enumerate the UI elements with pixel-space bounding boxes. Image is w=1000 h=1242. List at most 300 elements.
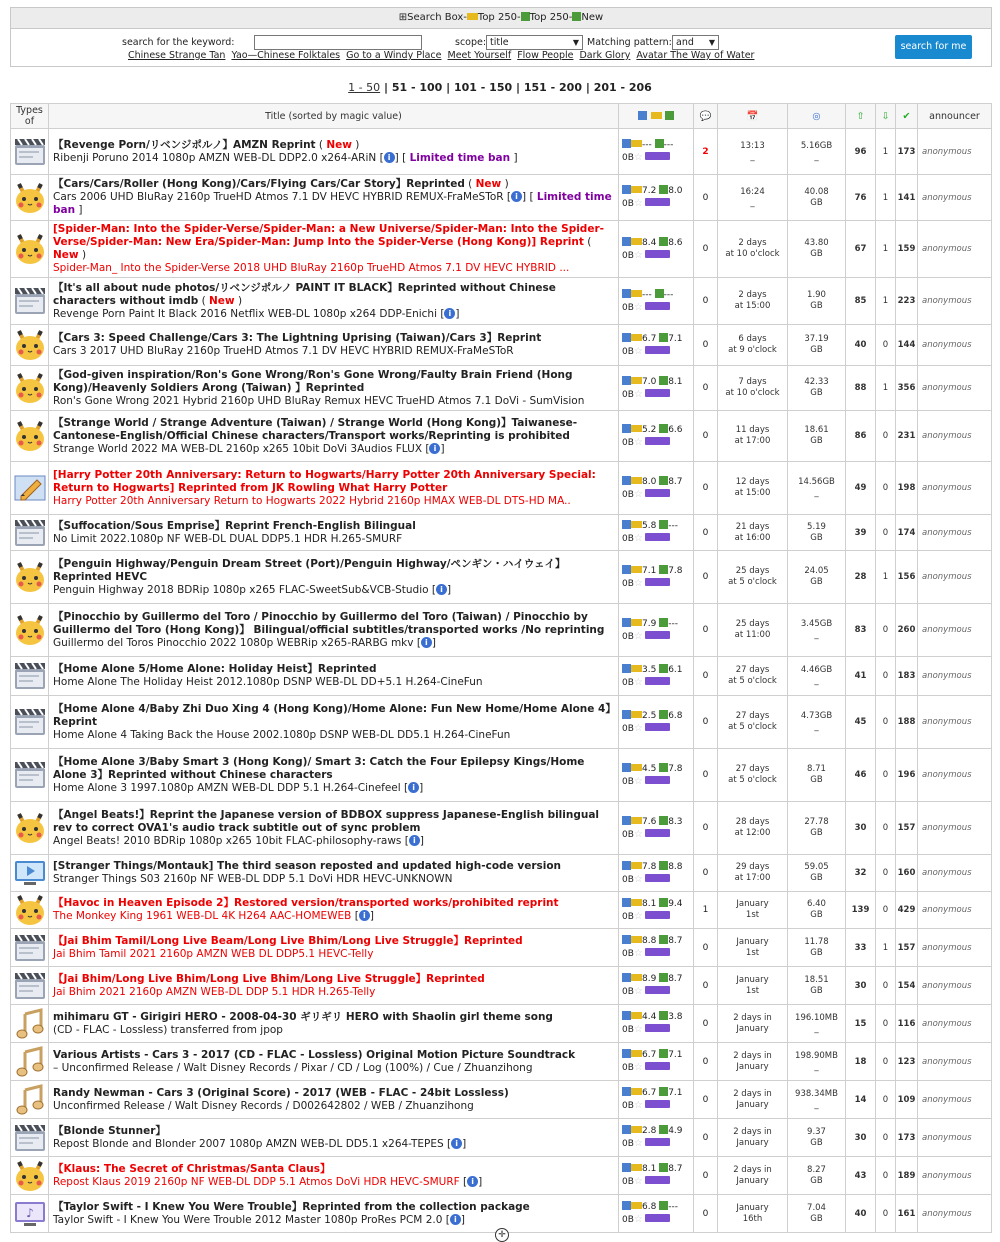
category-cell[interactable] [11, 967, 49, 1005]
completed-count[interactable]: 157 [896, 929, 918, 967]
leechers-count[interactable]: 1 [876, 221, 896, 278]
completed-count[interactable]: 189 [896, 1157, 918, 1195]
imdb-icon [631, 521, 642, 528]
completed-count[interactable]: 160 [896, 855, 918, 892]
comments-count[interactable]: 0 [694, 1157, 718, 1195]
pika-category-icon[interactable] [11, 561, 48, 593]
leechers-count[interactable]: 0 [876, 657, 896, 696]
seeders-count[interactable]: 40 [846, 325, 876, 366]
tv-category-icon[interactable] [11, 857, 48, 889]
seeders-count[interactable]: 32 [846, 855, 876, 892]
completed-count[interactable]: 156 [896, 551, 918, 604]
bookmark-star-icon[interactable]: ☆ [633, 1062, 643, 1073]
comments-count[interactable]: 0 [694, 657, 718, 696]
leechers-count[interactable]: 0 [876, 325, 896, 366]
seeders-count[interactable]: 45 [846, 696, 876, 749]
seeders-count[interactable]: 139 [846, 892, 876, 929]
category-cell[interactable] [11, 1043, 49, 1081]
torrent-title-link[interactable]: 【Pinocchio by Guillermo del Toro / Pinocchio by Guillermo del Toro (Taiwan) / Pinocchio by Guillermo del Toro (Hong Kong)】 Bilingual/official subtitles/transported works /No reprinting [53, 610, 605, 636]
pika-category-icon[interactable] [11, 1160, 48, 1192]
rating-line [622, 333, 691, 345]
pika-category-icon[interactable] [11, 182, 48, 214]
comments-count[interactable]: 0 [694, 1043, 718, 1081]
category-cell[interactable] [11, 221, 49, 278]
bookmark-star-icon[interactable]: ☆ [633, 948, 643, 959]
download-icon[interactable] [622, 1163, 631, 1172]
table-row [11, 802, 992, 855]
bookmark-star-icon[interactable]: ☆ [633, 722, 643, 734]
torrent-title-link[interactable]: 【Klaus: The Secret of Christmas/Santa Claus】 [53, 1162, 331, 1175]
leechers-count[interactable]: 0 [876, 802, 896, 855]
comments-count[interactable]: 0 [694, 929, 718, 967]
clapper-category-icon[interactable] [11, 136, 48, 168]
comments-count[interactable]: 0 [694, 749, 718, 802]
pika-category-icon[interactable] [11, 329, 48, 361]
torrent-title-link[interactable]: 【Jai Bhim/Long Live Bhim/Long Live Bhim/Long Live Struggle】Reprinted [53, 972, 485, 985]
category-cell[interactable] [11, 892, 49, 929]
info-icon[interactable]: i [436, 584, 447, 595]
bookmark-star-icon[interactable]: ☆ [633, 345, 643, 357]
leechers-count[interactable]: 0 [876, 462, 896, 515]
torrent-title-link[interactable]: Randy Newman - Cars 3 (Original Score) - 2017 (WEB - FLAC - 24bit Lossless) [53, 1086, 509, 1099]
douban-rating: --- [668, 521, 678, 531]
comments-count[interactable]: 0 [694, 802, 718, 855]
time-text: 2 days [738, 290, 767, 300]
category-cell[interactable] [11, 129, 49, 175]
torrent-title-link[interactable]: 【Suffocation/Sous Emprise】Reprint French-English Bilingual [53, 519, 416, 532]
completed-count[interactable]: 154 [896, 967, 918, 1005]
pika-category-icon[interactable] [11, 420, 48, 452]
seeders-count[interactable]: 39 [846, 515, 876, 551]
pika-category-icon[interactable] [11, 812, 48, 844]
comments-count[interactable]: 0 [694, 515, 718, 551]
download-icon[interactable] [622, 565, 631, 574]
col-size[interactable] [788, 104, 846, 129]
leechers-count[interactable]: 0 [876, 749, 896, 802]
completed-count[interactable]: 159 [896, 221, 918, 278]
info-icon[interactable]: i [421, 637, 432, 648]
torrent-title-link[interactable]: 【Penguin Highway/Penguin Dream Street (Port)/Penguin Highway/ペンギン・ハイウェイ】Reprinted HEVC [53, 557, 566, 583]
torrent-title-link[interactable]: 【Cars/Cars/Roller (Hong Kong)/Cars/Flying Cars/Car Story】Reprinted [53, 178, 465, 190]
download-icon[interactable] [622, 973, 631, 982]
col-title[interactable]: Title (sorted by magic value) [49, 104, 619, 129]
category-cell[interactable] [11, 1195, 49, 1233]
title-cell [49, 175, 619, 221]
page-current[interactable]: 1 - 50 [348, 81, 381, 94]
clapper-category-icon[interactable] [11, 706, 48, 738]
comments-count[interactable]: 0 [694, 366, 718, 411]
torrent-title-link[interactable]: 【It's all about nude photos/リベンジポルノ PAINT IT BLACK】Reprinted without Chinese characters without imdb [53, 281, 556, 307]
time-text: 6 days [738, 334, 767, 344]
leechers-count[interactable]: 1 [876, 129, 896, 175]
category-cell[interactable] [11, 278, 49, 325]
info-icon[interactable]: i [384, 152, 395, 163]
bookmark-star-icon[interactable]: ☆ [633, 577, 643, 589]
clapper-category-icon[interactable] [11, 970, 48, 1002]
torrent-title-link[interactable]: 【Home Alone 4/Baby Zhi Duo Xing 4 (Hong Kong)/Home Alone: Fun New Home/Home Alone 4】Reprint [53, 702, 611, 728]
imdb-rating: 8.1 [642, 1164, 657, 1174]
size-text: 1.90 [807, 290, 826, 300]
comments-count[interactable]: 0 [694, 967, 718, 1005]
torrent-title-link[interactable]: 【Havoc in Heaven Episode 2】Restored version/transported works/prohibited reprint [53, 897, 559, 909]
title-line [53, 469, 614, 495]
seeders-count[interactable]: 28 [846, 551, 876, 604]
keyword-link[interactable]: Dark Glory [579, 50, 631, 61]
info-icon[interactable]: i [359, 910, 370, 921]
bookmark-star-icon[interactable]: ☆ [633, 828, 643, 840]
category-cell[interactable] [11, 175, 49, 221]
download-icon[interactable] [622, 935, 631, 944]
category-cell[interactable] [11, 696, 49, 749]
seeders-count[interactable]: 14 [846, 1081, 876, 1119]
info-icon[interactable]: i [444, 308, 455, 319]
comments-count[interactable]: 0 [694, 411, 718, 462]
category-cell[interactable] [11, 802, 49, 855]
seeders-count[interactable]: 30 [846, 967, 876, 1005]
torrent-title-link[interactable]: 【Cars 3: Speed Challenge/Cars 3: The Lightning Uprising (Taiwan)/Cars 3】Reprint [53, 332, 542, 344]
leechers-count[interactable]: 0 [876, 696, 896, 749]
category-cell[interactable] [11, 749, 49, 802]
completed-count[interactable]: 223 [896, 278, 918, 325]
download-icon[interactable] [622, 1201, 631, 1210]
comments-count[interactable]: 2 [694, 129, 718, 175]
seeders-count[interactable]: 85 [846, 278, 876, 325]
size-text: GB [810, 1213, 823, 1224]
download-icon[interactable] [622, 185, 631, 194]
completed-count[interactable]: 123 [896, 1043, 918, 1081]
tools-cell [619, 175, 694, 221]
torrent-title-link[interactable]: [Spider-Man: Into the Spider-Verse/Spider-Man: a New Universe/Spider-Man: Into the Spider-Verse/Spider-Man: New Era/Spider-Man: Jump Into the Spider-Verse (Hong Kong)] Reprint [53, 223, 604, 248]
col-announcer[interactable]: announcer [918, 104, 992, 129]
music-category-icon[interactable] [11, 1008, 48, 1040]
tools-cell [619, 1081, 694, 1119]
comments-count[interactable]: 0 [694, 1119, 718, 1157]
completed-count[interactable]: 196 [896, 749, 918, 802]
keyword-input[interactable] [254, 35, 422, 50]
completed-count[interactable]: 144 [896, 325, 918, 366]
seeders-count[interactable]: 88 [846, 366, 876, 411]
leechers-count[interactable]: 0 [876, 892, 896, 929]
time-cell [718, 967, 788, 1005]
info-icon[interactable]: i [408, 782, 419, 793]
leechers-count[interactable]: 0 [876, 1043, 896, 1081]
category-cell[interactable] [11, 1157, 49, 1195]
bookmark-star-icon[interactable]: ☆ [633, 488, 643, 500]
download-icon[interactable] [622, 816, 631, 825]
bookmark-star-icon[interactable]: ☆ [633, 1176, 643, 1187]
seeders-count[interactable]: 83 [846, 604, 876, 657]
category-cell[interactable] [11, 515, 49, 551]
time-text: 16th [742, 1213, 763, 1224]
leechers-count[interactable]: 1 [876, 929, 896, 967]
seeders-count[interactable]: 43 [846, 1157, 876, 1195]
download-icon[interactable] [622, 618, 631, 627]
comments-count[interactable]: 0 [694, 175, 718, 221]
seeders-count[interactable]: 96 [846, 129, 876, 175]
leechers-count[interactable]: 1 [876, 366, 896, 411]
pika-category-icon[interactable] [11, 614, 48, 646]
torrent-title-link[interactable]: 【Jai Bhim Tamil/Long Live Beam/Long Live Bhim/Long Live Struggle】Reprinted [53, 934, 523, 947]
download-icon[interactable] [622, 376, 631, 385]
bookmark-star-icon[interactable]: ☆ [633, 436, 643, 448]
comments-count[interactable]: 0 [694, 1005, 718, 1043]
bookmark-star-icon[interactable]: ☆ [633, 152, 643, 163]
keyword-link[interactable]: Flow People [517, 50, 574, 61]
torrent-title-link[interactable]: [Stranger Things/Montauk] The third season reposted and updated high-code version [53, 860, 562, 872]
keyword-link[interactable]: Go to a Windy Place [346, 50, 442, 61]
bookmark-star-icon[interactable]: ☆ [633, 1024, 643, 1035]
completed-count[interactable]: 174 [896, 515, 918, 551]
bookmark-star-icon[interactable]: ☆ [633, 630, 643, 642]
keyword-link[interactable]: Yao—Chinese Folktales [231, 50, 341, 61]
leechers-count[interactable]: 0 [876, 411, 896, 462]
seeders-count[interactable]: 46 [846, 749, 876, 802]
info-icon[interactable]: i [450, 1214, 461, 1225]
leechers-count[interactable]: 0 [876, 515, 896, 551]
page-link[interactable]: 101 - 150 [454, 81, 513, 94]
promo-badge [645, 152, 670, 160]
title-cell [49, 892, 619, 929]
clapper-category-icon[interactable] [11, 660, 48, 692]
download-icon[interactable] [622, 898, 631, 907]
comments-count[interactable]: 0 [694, 855, 718, 892]
torrent-title-link[interactable]: 【Blonde Stunner】 [53, 1124, 166, 1137]
seeders-count[interactable]: 15 [846, 1005, 876, 1043]
match-select[interactable]: and ▼ [672, 35, 719, 50]
download-icon[interactable] [622, 1049, 631, 1058]
douban-top250-link[interactable]: Top 250 [521, 8, 569, 28]
torrent-title-link[interactable]: 【Taylor Swift - I Knew You Were Trouble】Reprinted from the collection package [53, 1200, 530, 1213]
comments-count[interactable]: 0 [694, 551, 718, 604]
imdb-top250-link[interactable]: Top 250 [467, 8, 517, 28]
category-cell[interactable] [11, 1005, 49, 1043]
info-icon[interactable]: i [429, 443, 440, 454]
comments-count[interactable]: 0 [694, 1081, 718, 1119]
leechers-count[interactable]: 0 [876, 1157, 896, 1195]
col-leechers[interactable] [876, 104, 896, 129]
col-comments[interactable] [694, 104, 718, 129]
seeders-count[interactable]: 18 [846, 1043, 876, 1081]
completed-count[interactable]: 157 [896, 802, 918, 855]
keyword-link[interactable]: Avatar The Way of Water [636, 50, 755, 61]
bookmark-star-icon[interactable]: ☆ [633, 1138, 643, 1149]
download-icon[interactable] [622, 333, 631, 342]
keyword-link[interactable]: Meet Yourself [447, 50, 512, 61]
pika-category-icon[interactable] [11, 372, 48, 404]
bookmark-star-icon[interactable]: ☆ [633, 910, 643, 922]
download-icon[interactable] [622, 710, 631, 719]
col-completed[interactable] [896, 104, 918, 129]
bookmark-star-icon[interactable]: ☆ [633, 533, 643, 544]
time-text: 1st [745, 985, 760, 996]
page-link[interactable]: 51 - 100 [391, 81, 443, 94]
bookmark-star-icon[interactable]: ☆ [633, 1100, 643, 1111]
download-icon[interactable] [622, 520, 631, 529]
size-text: GB [810, 828, 823, 838]
comments-count[interactable]: 0 [694, 221, 718, 278]
completed-count[interactable]: 109 [896, 1081, 918, 1119]
comments-count[interactable]: 0 [694, 604, 718, 657]
clapper-category-icon[interactable] [11, 285, 48, 317]
comments-count[interactable]: 0 [694, 696, 718, 749]
download-icon[interactable] [622, 1087, 631, 1096]
category-cell[interactable] [11, 551, 49, 604]
col-tools[interactable] [619, 104, 694, 129]
category-cell[interactable] [11, 1119, 49, 1157]
download-icon[interactable] [622, 861, 631, 870]
seeders-count[interactable]: 33 [846, 929, 876, 967]
bookmark-star-icon[interactable]: ☆ [633, 249, 643, 261]
tvmusic-category-icon[interactable] [11, 1198, 48, 1230]
size-cell [788, 1043, 846, 1081]
info-icon[interactable]: i [511, 191, 522, 202]
torrent-title-link[interactable]: Various Artists - Cars 3 - 2017 (CD - FLAC - Lossless) Original Motion Picture Soundtrack [53, 1048, 576, 1061]
comments-count[interactable]: 1 [694, 892, 718, 929]
seeders-count[interactable]: 67 [846, 221, 876, 278]
rating-line [622, 861, 691, 873]
imdb-rating: 8.0 [642, 476, 657, 487]
completed-count[interactable]: 356 [896, 366, 918, 411]
comments-count[interactable]: 0 [694, 1195, 718, 1233]
bookmark-star-icon[interactable]: ☆ [633, 676, 643, 688]
torrent-subtitle: Jai Bhim Tamil 2021 2160p AMZN WEB DL DDP5.1 HEVC-Telly [53, 947, 374, 960]
completed-count[interactable]: 116 [896, 1005, 918, 1043]
info-icon[interactable]: i [451, 1138, 462, 1149]
completed-count[interactable]: 141 [896, 175, 918, 221]
bookmark-star-icon[interactable]: ☆ [633, 986, 643, 997]
completed-count[interactable]: 260 [896, 604, 918, 657]
music-category-icon[interactable] [11, 1084, 48, 1116]
download-icon[interactable] [622, 289, 631, 298]
scope-select[interactable]: title ▼ [486, 35, 583, 50]
bookmark-star-icon[interactable]: ☆ [633, 1214, 643, 1225]
col-types[interactable]: Types of [11, 104, 49, 129]
comments-count[interactable]: 0 [694, 325, 718, 366]
download-icon[interactable] [622, 424, 631, 433]
comments-count[interactable]: 0 [694, 278, 718, 325]
seeders-count[interactable]: 76 [846, 175, 876, 221]
download-icon[interactable] [622, 1011, 631, 1020]
leechers-count[interactable]: 1 [876, 175, 896, 221]
category-cell[interactable] [11, 366, 49, 411]
title-line: 【Cars/Cars/Roller (Hong Kong)/Cars/Flying Cars/Car Story】Reprinted ( New ) [53, 178, 509, 190]
col-time[interactable] [718, 104, 788, 129]
completed-count[interactable]: 161 [896, 1195, 918, 1233]
category-cell[interactable] [11, 325, 49, 366]
keyword-link[interactable]: Chinese Strange Tan [128, 50, 226, 61]
search-button[interactable]: search for me [895, 35, 972, 59]
download-icon[interactable] [622, 664, 631, 673]
completed-count[interactable]: 173 [896, 1119, 918, 1157]
torrent-title-link[interactable]: [Harry Potter 20th Anniversary: Return to Hogwarts/Harry Potter 20th Anniversary Special: Return to Hogwarts] Reprinted from JK Rowling What Harry Potter [53, 468, 596, 494]
seeders-count[interactable]: 30 [846, 1119, 876, 1157]
leechers-count[interactable]: 0 [876, 855, 896, 892]
pika-category-icon[interactable] [11, 233, 48, 265]
leechers-count[interactable]: 0 [876, 1119, 896, 1157]
pika-category-icon[interactable] [11, 894, 48, 926]
bookmark-star-icon[interactable]: ☆ [633, 388, 643, 400]
leechers-count[interactable]: 0 [876, 1081, 896, 1119]
new-link[interactable]: New [572, 8, 603, 28]
bookmark-star-icon[interactable]: ☆ [633, 775, 643, 787]
leechers-count[interactable]: 0 [876, 967, 896, 1005]
comments-count[interactable]: 0 [694, 462, 718, 515]
bookmark-star-icon[interactable]: ☆ [633, 198, 643, 209]
leechers-count[interactable]: 0 [876, 1195, 896, 1233]
completed-count[interactable]: 198 [896, 462, 918, 515]
col-seeders[interactable] [846, 104, 876, 129]
category-cell[interactable] [11, 855, 49, 892]
completed-count[interactable]: 429 [896, 892, 918, 929]
download-icon[interactable] [622, 763, 631, 772]
info-icon[interactable]: i [467, 1176, 478, 1187]
title-cell [49, 1195, 619, 1233]
completed-count[interactable]: 173 [896, 129, 918, 175]
completed-count[interactable]: 231 [896, 411, 918, 462]
category-cell[interactable] [11, 462, 49, 515]
seeders-count[interactable]: 49 [846, 462, 876, 515]
completed-count[interactable]: 183 [896, 657, 918, 696]
leechers-count[interactable]: 1 [876, 551, 896, 604]
announcer-name: anonymous [918, 1119, 992, 1157]
category-cell[interactable] [11, 411, 49, 462]
category-cell[interactable] [11, 657, 49, 696]
time-text: at 5 o'clock [728, 577, 777, 587]
seeders-count[interactable]: 86 [846, 411, 876, 462]
bonus-line [622, 250, 691, 262]
title-cell [49, 929, 619, 967]
bookmark-star-icon[interactable]: ☆ [633, 873, 643, 885]
category-cell[interactable] [11, 929, 49, 967]
download-icon[interactable] [622, 139, 631, 148]
clapper-category-icon[interactable] [11, 517, 48, 549]
download-icon[interactable] [622, 1125, 631, 1134]
clapper-category-icon[interactable] [11, 1122, 48, 1154]
seeders-count[interactable]: 30 [846, 802, 876, 855]
search-box-link[interactable]: ⊞Search Box [398, 12, 464, 23]
torrent-title-link[interactable]: 【Revenge Porn/リベンジポルノ】AMZN Reprint [53, 138, 316, 151]
torrent-title-link[interactable]: mihimaru GT - Girigiri HERO - 2008-04-30 ギリギリ HERO with Shaolin girl theme song [53, 1010, 553, 1023]
seeders-count[interactable]: 40 [846, 1195, 876, 1233]
announcer-name: anonymous [918, 515, 992, 551]
page-link[interactable]: 151 - 200 [523, 81, 582, 94]
torrent-title-link[interactable]: 【God-given inspiration/Ron's Gone Wrong/Ron's Gone Wrong/Faulty Brain Friend (Hong Kong)/Heavenly Soldiers Arong (Taiwan) 】Reprinted [53, 368, 573, 394]
scroll-handle-icon[interactable]: ✛ [495, 1228, 509, 1242]
pencil-category-icon[interactable] [11, 472, 48, 504]
leechers-count[interactable]: 0 [876, 604, 896, 657]
torrent-title-link[interactable]: 【Angel Beats!】Reprint the Japanese version of BDBOX suppress Japanese-English bilingual rev to correct OVA1's audio track subtitle out of sync problem [53, 808, 600, 834]
seeders-count[interactable]: 41 [846, 657, 876, 696]
download-icon[interactable] [622, 237, 631, 246]
download-icon[interactable] [622, 476, 631, 485]
torrent-title-link[interactable]: 【Home Alone 3/Baby Smart 3 (Hong Kong)/ Smart 3: Catch the Four Epilepsy Kings/Home Alone 3】Reprinted without Chinese characters [53, 755, 585, 781]
info-icon[interactable]: i [409, 835, 420, 846]
leechers-count[interactable]: 0 [876, 1005, 896, 1043]
category-cell[interactable] [11, 1081, 49, 1119]
music-category-icon[interactable] [11, 1046, 48, 1078]
douban-rating: 8.1 [668, 376, 683, 387]
category-cell[interactable] [11, 604, 49, 657]
clapper-category-icon[interactable] [11, 932, 48, 964]
time-cell [718, 604, 788, 657]
leechers-count[interactable]: 1 [876, 278, 896, 325]
bookmark-star-icon[interactable]: ☆ [633, 301, 643, 313]
torrent-title-link[interactable]: 【Strange World / Strange Adventure (Taiwan) / Strange World (Hong Kong)】Taiwanese-Cantonese-English/Official Chinese characters/Transport works/Reprinting is prohibited [53, 416, 578, 442]
clapper-category-icon[interactable] [11, 759, 48, 791]
page-link[interactable]: 201 - 206 [593, 81, 652, 94]
completed-count[interactable]: 188 [896, 696, 918, 749]
torrent-title-link[interactable]: 【Home Alone 5/Home Alone: Holiday Heist】Reprinted [53, 663, 377, 675]
